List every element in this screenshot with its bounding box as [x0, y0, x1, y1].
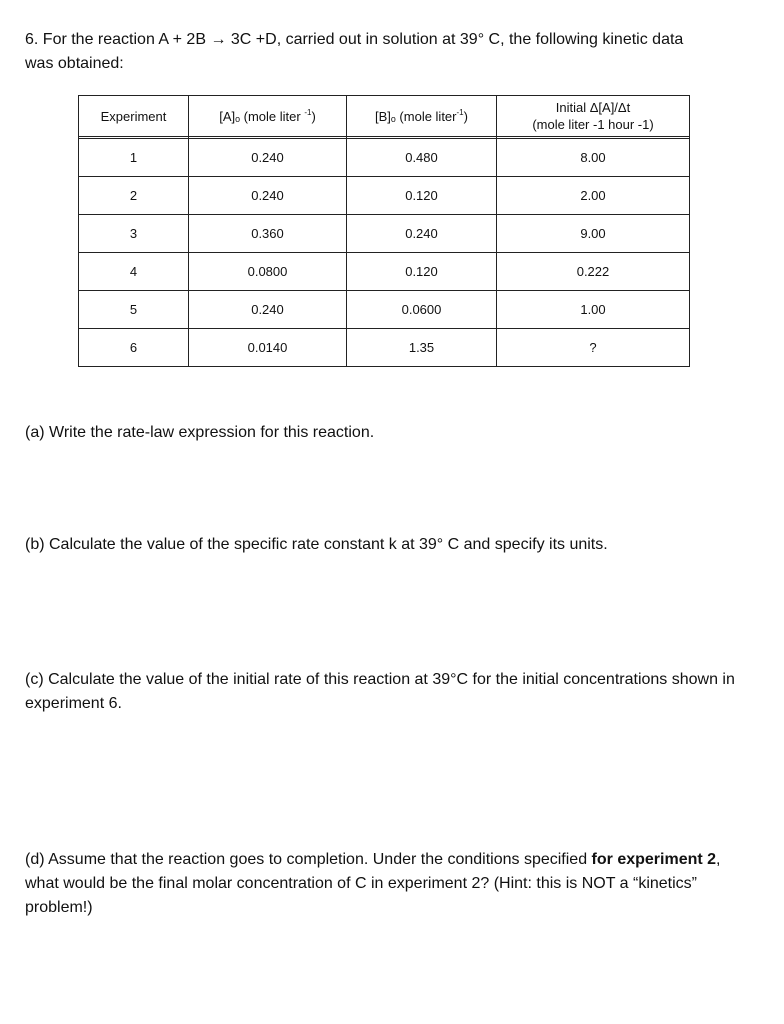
cell-a: 0.0140	[189, 329, 347, 367]
cell-b: 0.120	[347, 253, 497, 291]
cell-experiment: 6	[79, 329, 189, 367]
cell-rate: 8.00	[497, 139, 690, 177]
question-d-text-1: (d) Assume that the reaction goes to completion. Under the conditions specified	[25, 851, 592, 868]
table-row	[79, 139, 690, 177]
cell-experiment: 4	[79, 253, 189, 291]
table-row	[79, 177, 690, 215]
cell-a: 0.240	[189, 177, 347, 215]
question-d-text-2: , what would be the final molar concentration of C in experiment 2? (Hint: this is NOT a “kinetics” problem!)	[25, 851, 721, 916]
table-header-row	[79, 96, 690, 137]
cell-a: 0.0800	[189, 253, 347, 291]
cell-a: 0.240	[189, 291, 347, 329]
cell-experiment: 3	[79, 215, 189, 253]
question-d-bold: for experiment 2	[591, 851, 717, 868]
intro-line-2: was obtained:	[25, 55, 124, 72]
question-c: (c) Calculate the value of the initial rate of this reaction at 39°C for the initial concentrations shown in experiment 6.	[25, 671, 735, 712]
table-row	[79, 329, 690, 367]
cell-experiment: 1	[79, 139, 189, 177]
cell-rate: 9.00	[497, 215, 690, 253]
cell-b: 0.0600	[347, 291, 497, 329]
cell-experiment: 2	[79, 177, 189, 215]
cell-a: 0.360	[189, 215, 347, 253]
cell-b: 1.35	[347, 329, 497, 367]
question-b: (b) Calculate the value of the specific rate constant k at 39° C and specify its units.	[25, 536, 608, 553]
cell-experiment: 5	[79, 291, 189, 329]
cell-rate: ?	[497, 329, 690, 367]
cell-b: 0.120	[347, 177, 497, 215]
header-a-concentration: [A]ₒ (mole liter $^{-1}$)	[189, 96, 347, 137]
cell-a: 0.240	[189, 139, 347, 177]
question-a: (a) Write the rate-law expression for this reaction.	[25, 424, 375, 441]
header-b-concentration: [B]ₒ (mole liter$^{-1}$)	[347, 96, 497, 137]
cell-rate: 0.222	[497, 253, 690, 291]
intro-line-1: 6. For the reaction A + 2B → 3C +D, carried out in solution at 39° C, the following kinetic data	[25, 31, 684, 48]
cell-rate: 2.00	[497, 177, 690, 215]
table-row	[79, 215, 690, 253]
kinetic-data-table	[78, 95, 690, 367]
problem-statement	[25, 28, 755, 76]
table-row	[79, 291, 690, 329]
header-experiment: Experiment	[79, 96, 189, 137]
cell-b: 0.480	[347, 139, 497, 177]
cell-rate: 1.00	[497, 291, 690, 329]
question-d	[25, 848, 755, 920]
header-initial-rate: Initial Δ[A]/Δt (mole liter -1 hour -1)	[497, 96, 690, 137]
cell-b: 0.240	[347, 215, 497, 253]
table-row	[79, 253, 690, 291]
